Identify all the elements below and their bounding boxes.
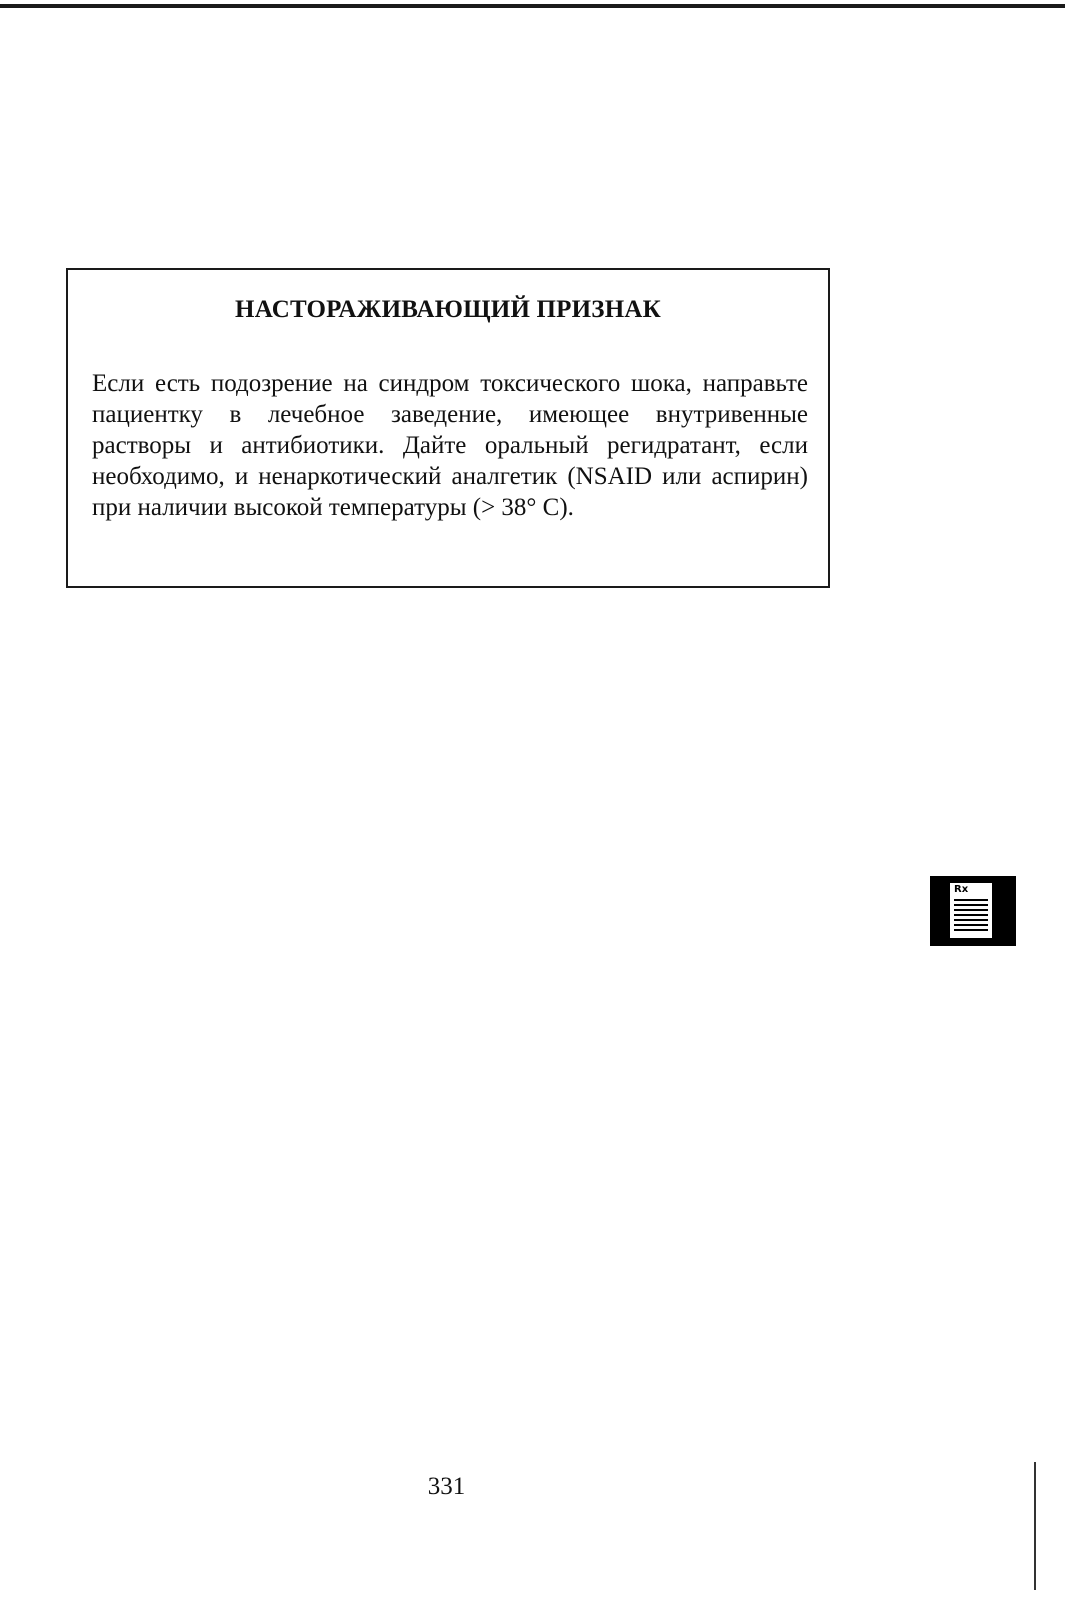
prescription-paper (950, 883, 992, 938)
top-rule (0, 4, 1065, 8)
prescription-line (954, 924, 988, 926)
prescription-line (954, 899, 988, 901)
prescription-line (954, 914, 988, 916)
warning-title: НАСТОРАЖИВАЮЩИЙ ПРИЗНАК (235, 296, 661, 323)
prescription-line (954, 929, 988, 931)
page-edge-line (1034, 1462, 1036, 1590)
warning-box (66, 268, 830, 588)
warning-text: Если есть подозрение на синдром токсического шока, направьте пациентку в лечебное заведение, имеющее внутривенные растворы и антибиотики. Дайте оральный регидратант, если необходимо, и ненаркотический аналгетик (NSAID или аспирин) при наличии высокой температуры (> 38° С). (92, 370, 808, 521)
rx-letter: Rx (954, 884, 969, 895)
prescription-icon (930, 876, 1016, 946)
prescription-line (954, 904, 988, 906)
page-number: 331 (427, 1473, 466, 1500)
prescription-line (954, 919, 988, 921)
prescription-line (954, 909, 988, 911)
